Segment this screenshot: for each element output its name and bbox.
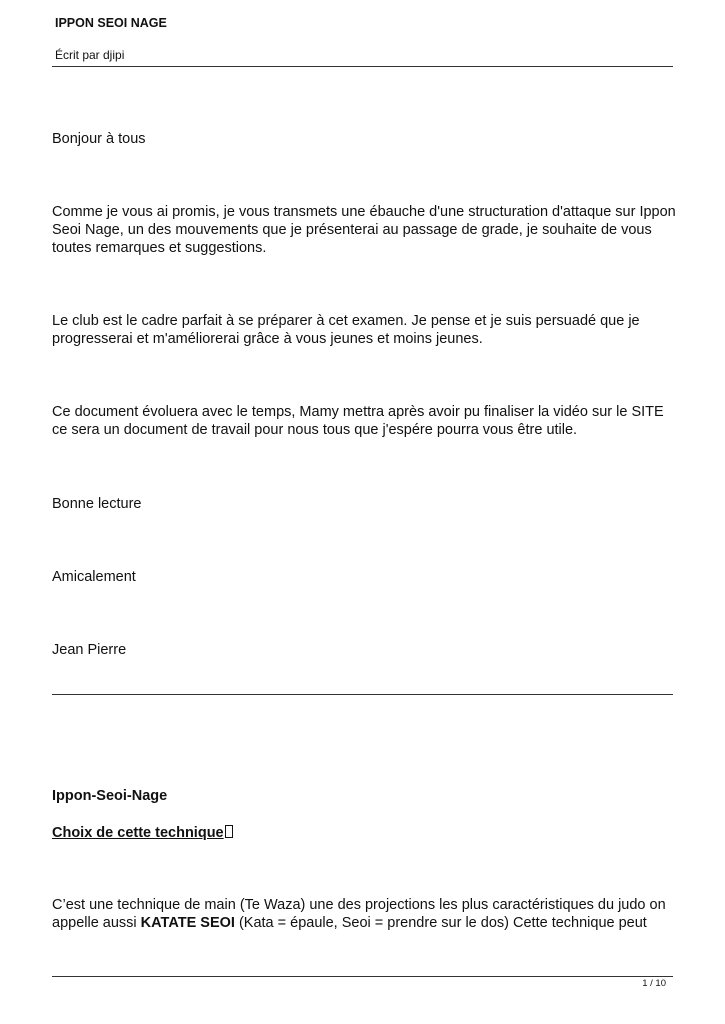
section-subheading — [52, 824, 677, 842]
intro-paragraph-3: Ce document évoluera avec le temps, Mamy mettra après avoir pu finaliser la vidéo sur le SITE ce sera un document de travail pour nous tous que j'espére pourra vous être utile. — [52, 404, 664, 438]
header-divider — [52, 66, 673, 67]
missing-glyph-icon — [225, 825, 233, 838]
closing-reading: Bonne lecture — [52, 496, 142, 512]
section-text-before: C’est une technique de main (Te Waza) une des projections les plus caractéristiques du judo on appelle aussi — [52, 897, 666, 931]
section-text-bold: KATATE SEOI — [140, 915, 235, 931]
section-text-after: (Kata = épaule, Seoi = prendre sur le dos) Cette technique peut — [234, 915, 647, 931]
section-divider — [52, 694, 673, 695]
section-paragraph — [52, 896, 677, 932]
document-title: IPPON SEOI NAGE — [55, 16, 167, 30]
section-heading: Ippon-Seoi-Nage — [52, 788, 168, 804]
signature: Jean Pierre — [52, 642, 127, 658]
document-author: Écrit par djipi — [55, 48, 125, 62]
greeting: Bonjour à tous — [52, 131, 146, 147]
section-subheading-text: Choix de cette technique — [52, 825, 224, 841]
intro-paragraph-1: Comme je vous ai promis, je vous transmets une ébauche d'une structuration d'attaque sur Ippon Seoi Nage, un des mouvements que je présenterai au passage de grade, je souhaite de vous toutes remarques et suggestions. — [52, 204, 676, 256]
page-number: 1 / 10 — [642, 978, 666, 989]
footer-divider — [52, 976, 673, 977]
closing-regards: Amicalement — [52, 569, 136, 585]
intro-paragraph-2: Le club est le cadre parfait à se préparer à cet examen. Je pense et je suis persuadé que je progresserai et m'améliorerai grâce à vous jeunes et moins jeunes. — [52, 313, 640, 347]
